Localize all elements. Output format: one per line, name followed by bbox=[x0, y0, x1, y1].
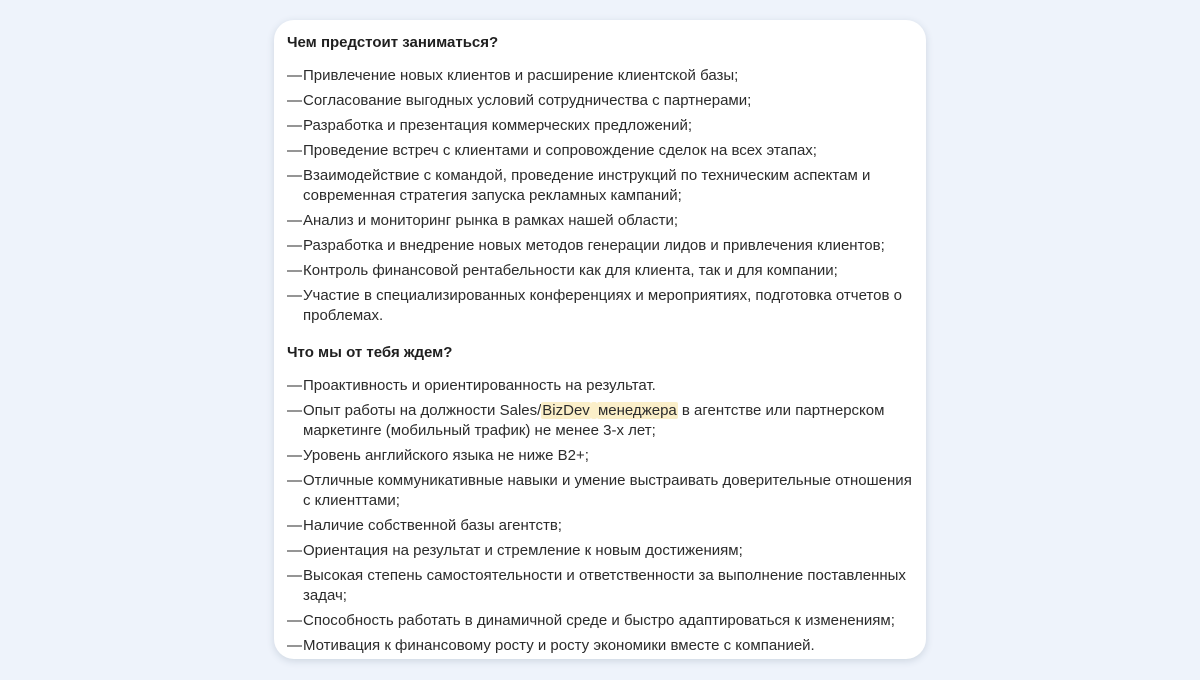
highlighted-term: менеджера bbox=[597, 401, 677, 419]
list-item bbox=[287, 66, 914, 87]
list-item-text: Взаимодействие с командой, проведение инструкций по техническим аспектам и современная стратегия запуска рекламных кампаний; bbox=[303, 166, 871, 205]
requirements-list bbox=[287, 376, 914, 657]
job-description-card bbox=[274, 20, 926, 659]
list-item-text: Мотивация к финансовому росту и росту экономики вместе с компанией. bbox=[303, 637, 815, 655]
list-item bbox=[287, 166, 914, 207]
list-item-text: Уровень английского языка не ниже B2+; bbox=[303, 446, 589, 464]
list-item-text bbox=[303, 402, 884, 440]
bullet-dash: — bbox=[287, 211, 302, 229]
list-item bbox=[287, 116, 914, 137]
list-item-text: Отличные коммуникативные навыки и умение выстраивать доверительные отношения с клиенттами; bbox=[303, 471, 912, 510]
list-item bbox=[287, 141, 914, 162]
bullet-dash: — bbox=[287, 446, 302, 464]
list-item bbox=[287, 471, 914, 512]
section-title-responsibilities: Чем предстоит заниматься? bbox=[287, 34, 499, 51]
list-item-text: Участие в специализированных конференциях и мероприятиях, подготовка отчетов о проблемах. bbox=[303, 286, 902, 325]
list-item-text: Проведение встреч с клиентами и сопровождение сделок на всех этапах; bbox=[303, 141, 817, 159]
bullet-dash: — bbox=[287, 116, 302, 134]
list-item-text: Привлечение новых клиентов и расширение клиентской базы; bbox=[303, 67, 739, 84]
list-item bbox=[287, 566, 914, 607]
list-item bbox=[287, 236, 914, 257]
list-item bbox=[287, 516, 914, 537]
bullet-dash: — bbox=[287, 141, 302, 159]
list-item bbox=[287, 376, 914, 397]
list-item-text: Контроль финансовой рентабельности как для клиента, так и для компании; bbox=[303, 261, 838, 279]
bullet-dash: — bbox=[287, 166, 302, 184]
list-item bbox=[287, 286, 914, 327]
bullet-dash: — bbox=[287, 566, 302, 584]
list-item bbox=[287, 91, 914, 112]
list-item-text: Ориентация на результат и стремление к новым достижениям; bbox=[303, 542, 743, 560]
bullet-dash: — bbox=[287, 471, 302, 489]
bullet-dash: — bbox=[287, 401, 302, 419]
bullet-dash: — bbox=[287, 91, 302, 109]
list-item bbox=[287, 446, 914, 467]
list-item-text: Согласование выгодных условий сотрудничества с партнерами; bbox=[303, 91, 752, 109]
list-item bbox=[287, 611, 914, 632]
bullet-dash: — bbox=[287, 612, 302, 630]
text-segment: Опыт работы на должности Sales/ bbox=[303, 401, 542, 419]
list-item bbox=[287, 636, 914, 657]
list-item-text: Разработка и внедрение новых методов генерации лидов и привлечения клиентов; bbox=[303, 236, 885, 254]
list-item-text: Анализ и мониторинг рынка в рамках нашей области; bbox=[303, 211, 679, 229]
bullet-dash: — bbox=[287, 376, 302, 394]
section-title-requirements: Что мы от тебя ждем? bbox=[287, 343, 453, 361]
responsibilities-list bbox=[287, 66, 914, 327]
highlighted-term: BizDev bbox=[542, 401, 590, 419]
bullet-dash: — bbox=[287, 236, 302, 254]
list-item-text: Способность работать в динамичной среде и быстро адаптироваться к изменениям; bbox=[303, 612, 895, 630]
text-segment: в агентстве или партнерском маркетинге (мобильный трафик) не менее 3-х лет; bbox=[303, 401, 885, 440]
list-item bbox=[287, 541, 914, 562]
list-item-text: Наличие собственной базы агентств; bbox=[303, 517, 562, 535]
list-item bbox=[287, 261, 914, 282]
list-item bbox=[287, 211, 914, 232]
bullet-dash: — bbox=[287, 67, 302, 84]
bullet-dash: — bbox=[287, 542, 302, 560]
bullet-dash: — bbox=[287, 517, 302, 535]
bullet-dash: — bbox=[287, 286, 302, 304]
list-item-text: Разработка и презентация коммерческих предложений; bbox=[303, 116, 693, 134]
bullet-dash: — bbox=[287, 261, 302, 279]
list-item-text: Проактивность и ориентированность на результат. bbox=[303, 376, 656, 394]
list-item bbox=[287, 401, 914, 442]
list-item-text: Высокая степень самостоятельности и ответственности за выполнение поставленных задач; bbox=[303, 566, 906, 605]
bullet-dash: — bbox=[287, 637, 302, 655]
